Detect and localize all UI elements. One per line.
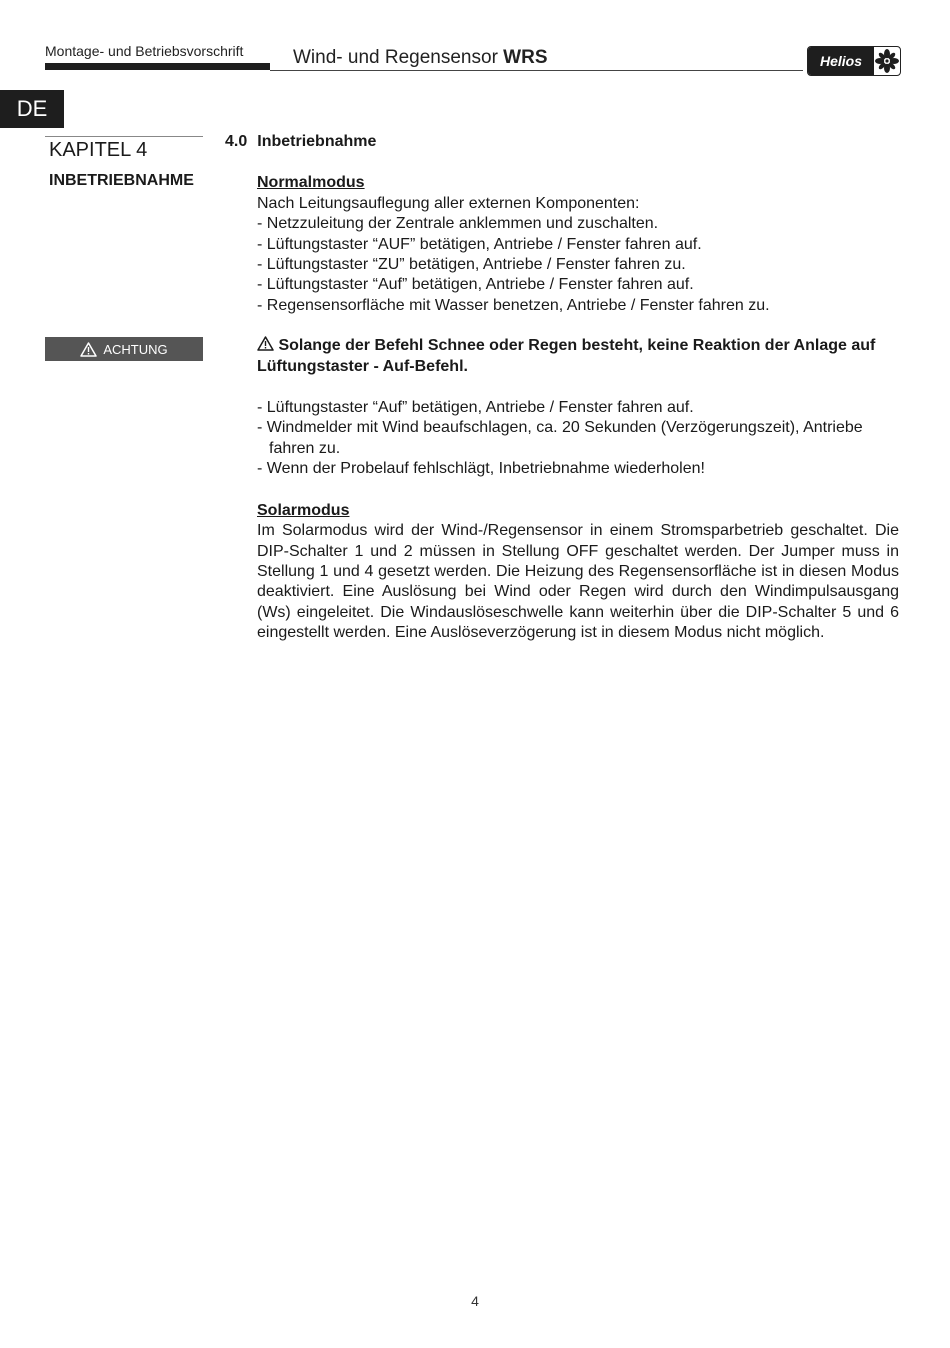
list-item: - Windmelder mit Wind beaufschlagen, ca. 20 Sekunden (Verzögerungszeit), Antriebe fahren zu. (257, 419, 863, 457)
section-title: Inbetriebnahme (257, 133, 377, 150)
warning-notice (257, 336, 899, 377)
main-content (225, 132, 899, 644)
solar-mode-text: Im Solarmodus wird der Wind-/Regensensor in einem Stromsparbetrieb geschaltet. Die DIP-Schalter 1 und 2 müssen in Stellung OFF geschaltet werden. Der Jumper muss in Stellung 1 und 4 gesetzt werden. Die Heizung des Regensensorfläche ist in diesen Modus deaktiviert. Eine Auslösung bei Wind oder Regen wird durch den Windimpulsausgang (Ws) eingeleitet. Die Windauslöseschwelle kann weiterhin über die DIP-Schalter 5 und 6 eingestellt werden. Eine Auslöseverzögerung ist in diesem Modus nicht möglich. (257, 522, 899, 642)
list-item: - Regensensorfläche mit Wasser benetzen, Antriebe / Fenster fahren zu. (257, 296, 770, 314)
fan-icon (874, 48, 900, 74)
warning-badge (45, 337, 203, 361)
header-divider (270, 70, 803, 71)
sidebar-divider (45, 136, 203, 137)
language-tab: DE (0, 90, 64, 128)
warning-badge-label: ACHTUNG (103, 341, 168, 357)
list-item: - Lüftungstaster “Auf” betätigen, Antriebe / Fenster fahren auf. (257, 399, 694, 417)
doc-type-label: Montage- und Betriebsvorschrift (45, 43, 244, 59)
warning-text: Solange der Befehl Schnee oder Regen besteht, keine Reaktion der Anlage auf Lüftungstaster - Auf-Befehl. (257, 337, 876, 375)
normal-mode-intro: Nach Leitungsauflegung aller externen Komponenten: (257, 194, 640, 212)
list-item: - Lüftungstaster “Auf” betätigen, Antriebe / Fenster fahren auf. (257, 276, 694, 294)
solar-mode-heading: Solarmodus (257, 501, 350, 519)
warning-icon (257, 336, 274, 351)
helios-logo (807, 46, 901, 76)
chapter-label: KAPITEL 4 (49, 139, 148, 161)
document-title (293, 47, 548, 69)
page-number: 4 (471, 1293, 479, 1309)
title-model: WRS (503, 47, 548, 68)
chapter-title: INBETRIEBNAHME (49, 172, 194, 189)
normal-mode-heading: Normalmodus (257, 174, 365, 192)
warning-icon (80, 342, 97, 357)
title-prefix: Wind- und Regensensor (293, 47, 498, 68)
section-number: 4.0 (225, 133, 248, 150)
section-heading (225, 132, 899, 152)
list-item: - Lüftungstaster “ZU” betätigen, Antriebe / Fenster fahren zu. (257, 256, 686, 274)
list-item: - Wenn der Probelauf fehlschlägt, Inbetriebnahme wiederholen! (257, 460, 705, 478)
header-bar (45, 63, 270, 70)
list-item: - Lüftungstaster “AUF” betätigen, Antriebe / Fenster fahren auf. (257, 235, 702, 253)
list-item: - Netzzuleitung der Zentrale anklemmen und zuschalten. (257, 215, 659, 233)
logo-wordmark: Helios (808, 47, 874, 75)
